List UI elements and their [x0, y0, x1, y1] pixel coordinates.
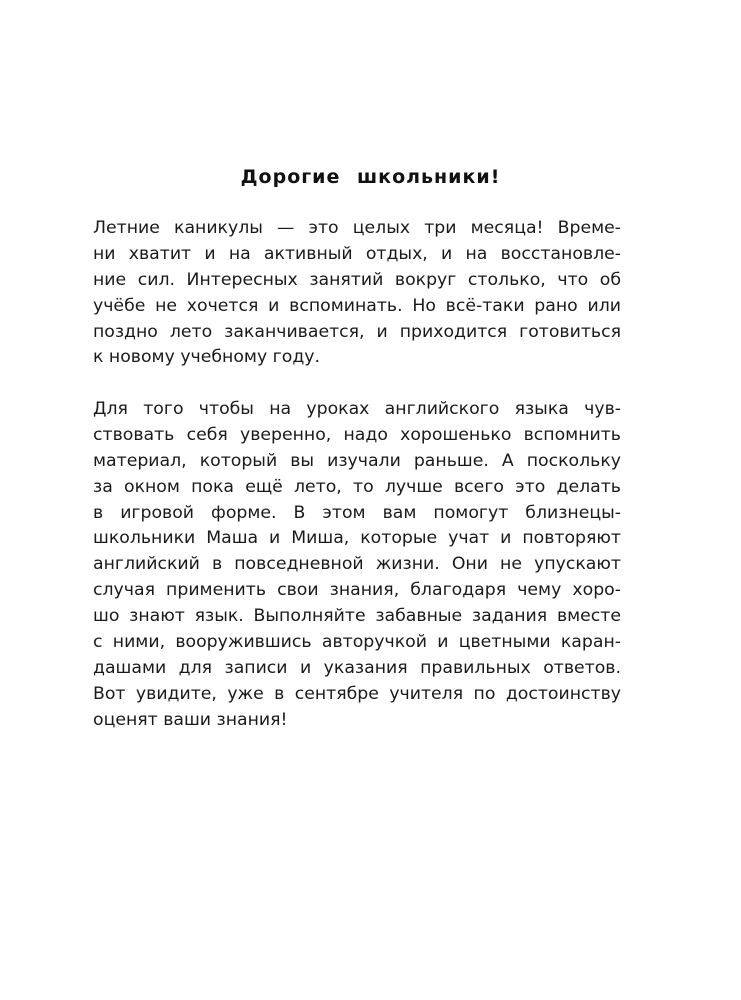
text-line: дашами для записи и указания правильных ответов.	[93, 657, 621, 678]
text-line: материал, который вы изучали раньше. А поскольку	[93, 450, 621, 471]
text-line: за окном пока ещё лето, то лучше всего это делать	[93, 476, 621, 497]
text-line: Летние каникулы — это целых три месяца! Време-	[93, 218, 621, 238]
text-line: случая применить свои знания, благодаря чему хоро-	[93, 580, 621, 601]
text-line: шо знают язык. Выполняйте забавные задания вместе	[93, 606, 621, 627]
text-line: поздно лето заканчивается, и приходится готовиться	[93, 321, 621, 342]
paragraph-main	[93, 397, 621, 734]
text-line: ствовать себя уверенно, надо хорошенько вспомнить	[93, 424, 621, 445]
text-line: оценят ваши знания!	[93, 709, 288, 730]
text-line: английский в повседневной жизни. Они не упускают	[93, 554, 621, 575]
text-line: школьники Маша и Миша, которые учат и повторяют	[93, 528, 621, 549]
text-line: с ними, вооружившись авторучкой и цветными каран-	[93, 632, 621, 653]
paragraph-intro	[93, 216, 621, 371]
text-line: учёбе не хочется и вспоминать. Но всё-таки рано или	[93, 295, 621, 316]
text-line: ние сил. Интересных занятий вокруг столько, что об	[93, 269, 621, 290]
text-line: в игровой форме. В этом вам помогут близнецы-	[93, 502, 621, 523]
text-line: ни хватит и на активный отдых, и на восстановле-	[93, 243, 621, 264]
text-line: к новому учебному году.	[93, 347, 320, 368]
page-title: Дорогие школьники!	[240, 166, 501, 188]
text-line: Для того чтобы на уроках английского языка чув-	[93, 399, 621, 419]
text-line: Вот увидите, уже в сентябре учителя по достоинству	[93, 683, 621, 704]
